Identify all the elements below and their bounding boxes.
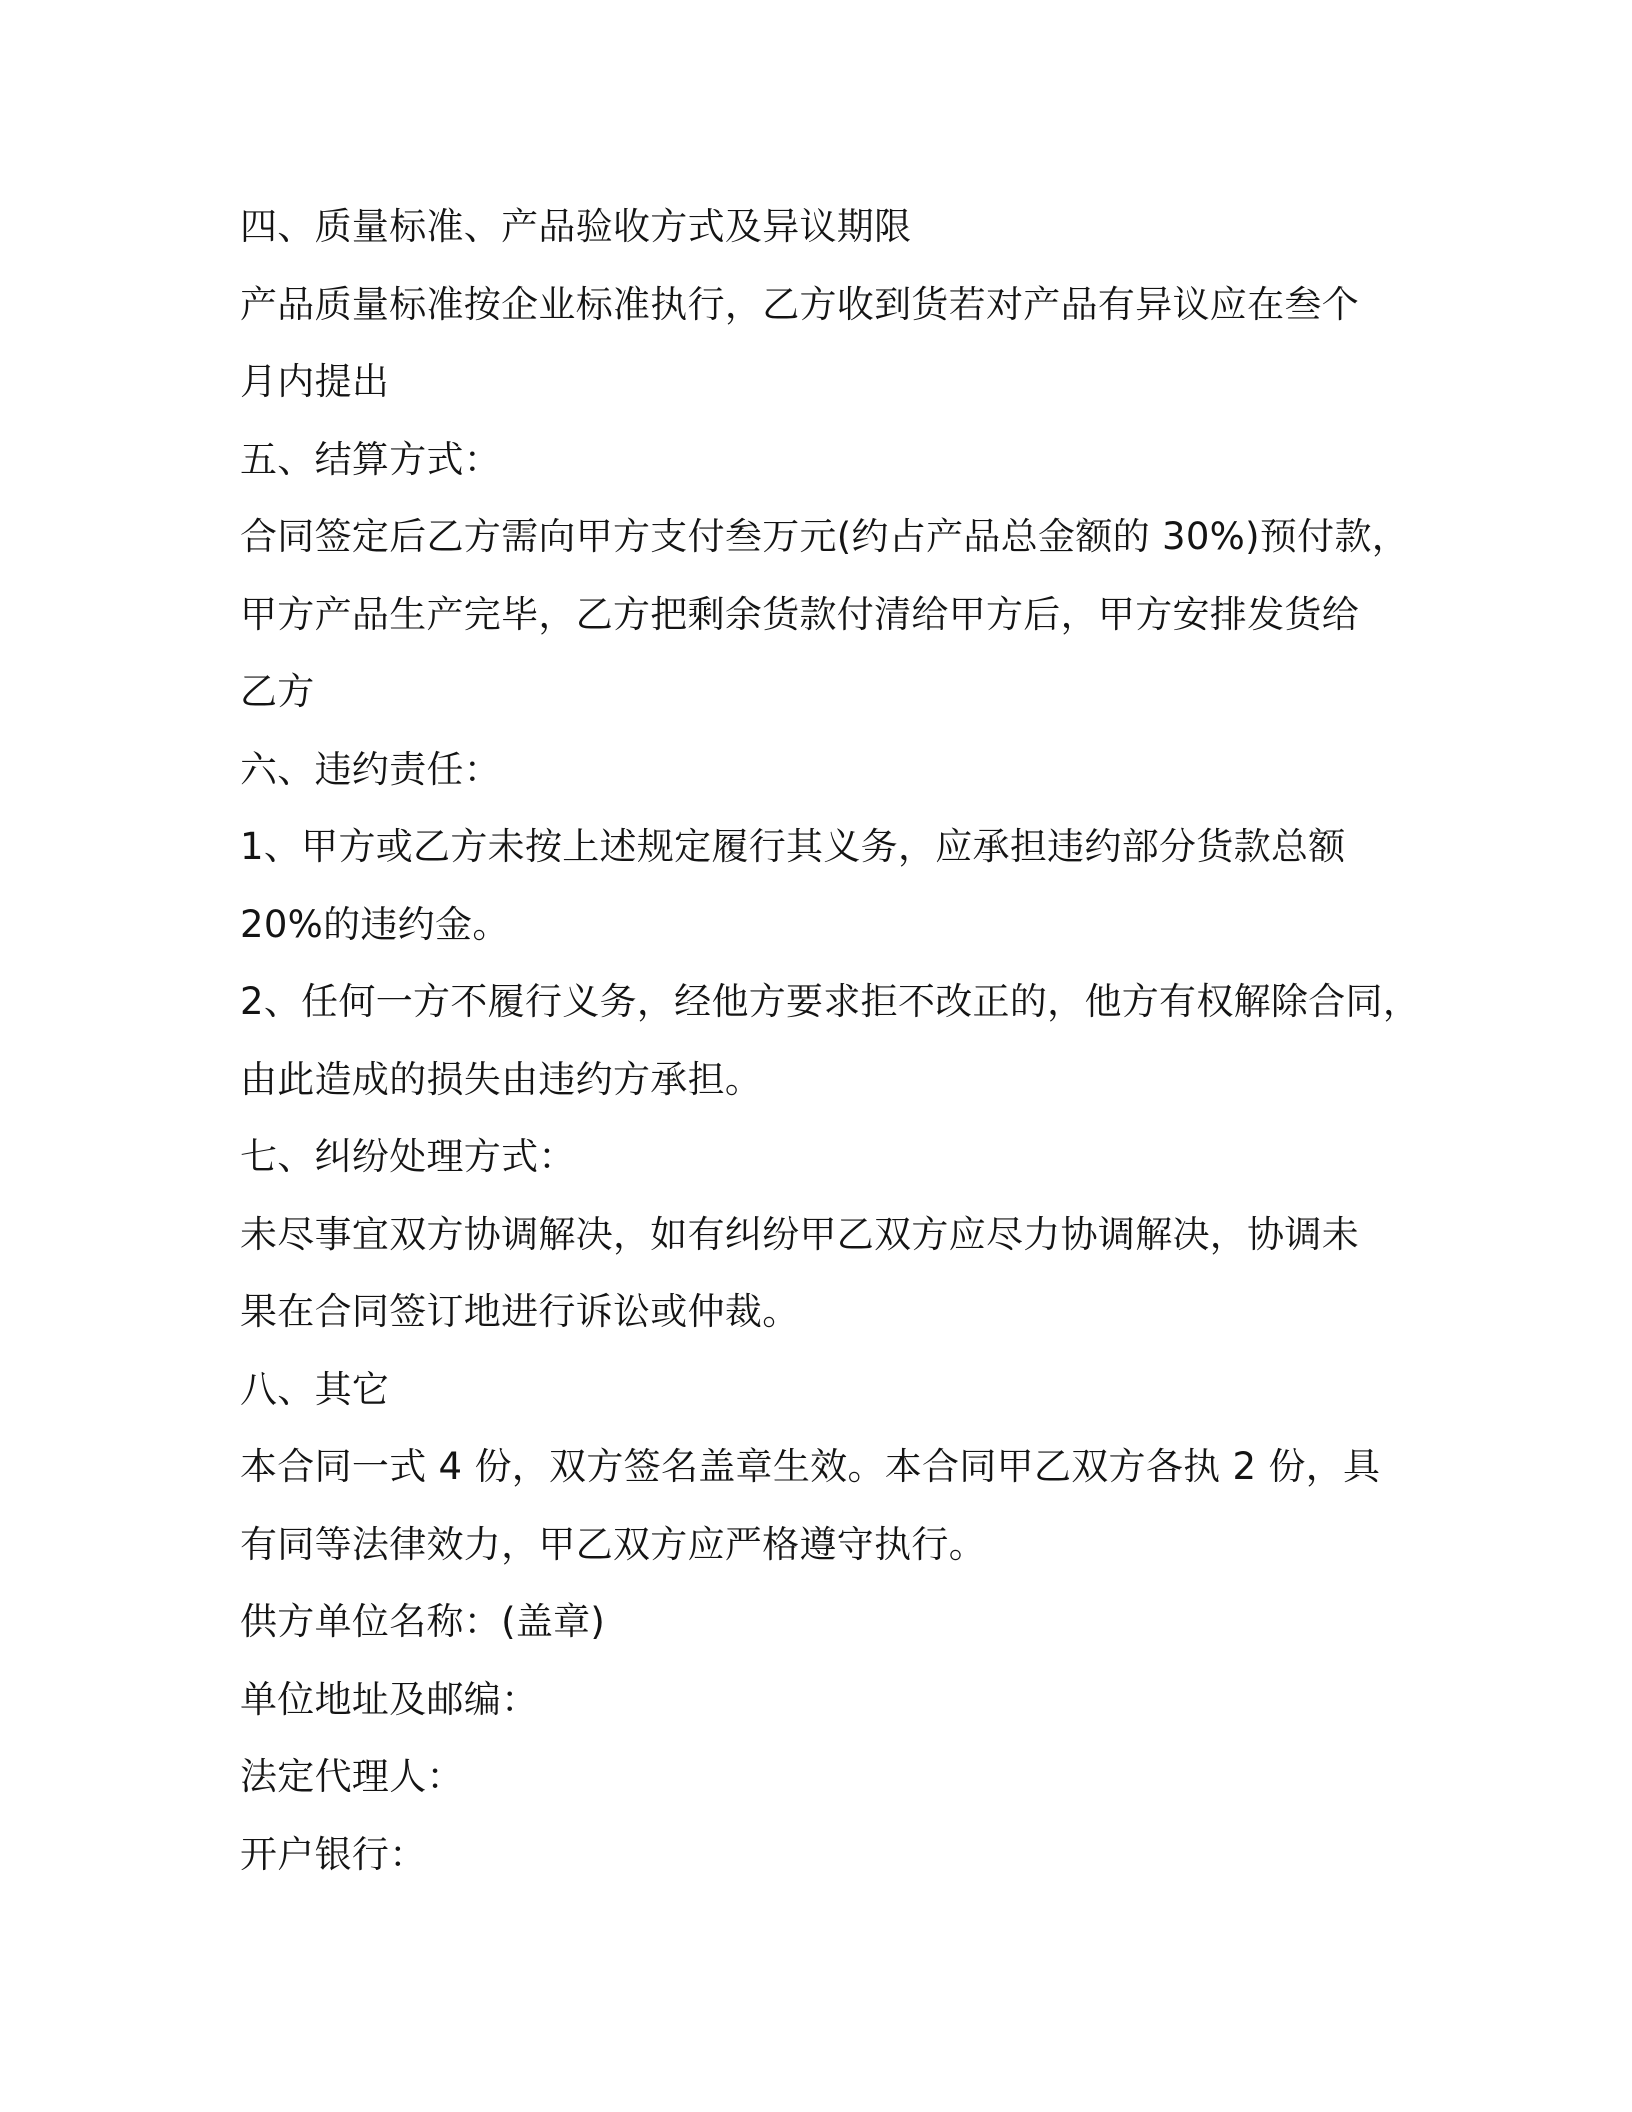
paragraph-line: 产品质量标准按企业标准执行，乙方收到货若对产品有异议应在叁个 xyxy=(240,282,1359,326)
section-heading-other: 八、其它 xyxy=(240,1367,390,1411)
paragraph-line: 果在合同签订地进行诉讼或仲裁。 xyxy=(240,1290,800,1333)
clause-line: 由此造成的损失由违约方承担。 xyxy=(240,1057,763,1101)
clause-line: 2、任何一方不履行义务，经他方要求拒不改正的，他方有权解除合同， xyxy=(240,980,1421,1023)
field-address-postcode: 单位地址及邮编： xyxy=(240,1677,539,1721)
field-legal-agent: 法定代理人： xyxy=(240,1755,464,1798)
field-supplier-name: 供方单位名称：(盖章) xyxy=(240,1600,606,1643)
paragraph-line: 有同等法律效力，甲乙双方应严格遵守执行。 xyxy=(240,1522,986,1566)
section-heading-quality: 四、质量标准、产品验收方式及异议期限 xyxy=(240,205,912,248)
clause-line: 1、甲方或乙方未按上述规定履行其义务，应承担违约部分货款总额 xyxy=(240,825,1346,868)
paragraph-line: 未尽事宜双方协调解决，如有纠纷甲乙双方应尽力协调解决，协调未 xyxy=(240,1212,1359,1256)
section-heading-settlement: 五、结算方式： xyxy=(240,437,502,481)
paragraph-line: 乙方 xyxy=(240,670,315,713)
paragraph-line: 合同签定后乙方需向甲方支付叁万元(约占产品总金额的 30%)预付款， xyxy=(240,515,1410,558)
clause-line: 20%的违约金。 xyxy=(240,902,510,946)
paragraph-line: 本合同一式 4 份，双方签名盖章生效。本合同甲乙双方各执 2 份，具 xyxy=(240,1445,1381,1488)
section-heading-dispute: 七、纠纷处理方式： xyxy=(240,1135,576,1178)
paragraph-line: 月内提出 xyxy=(240,360,390,403)
document-body xyxy=(240,188,1420,1893)
paragraph-line: 甲方产品生产完毕，乙方把剩余货款付清给甲方后，甲方安排发货给 xyxy=(240,592,1359,636)
section-heading-liability: 六、违约责任： xyxy=(240,747,502,791)
field-bank: 开户银行： xyxy=(240,1832,427,1876)
